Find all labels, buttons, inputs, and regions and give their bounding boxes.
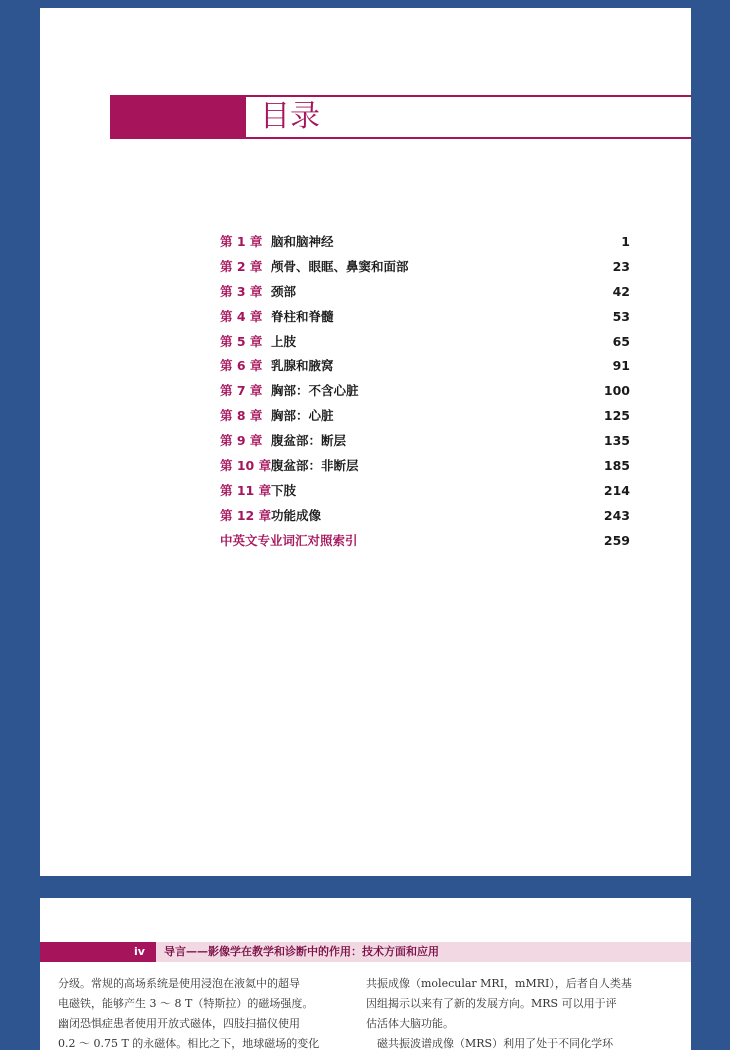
- page-number: 214: [603, 482, 630, 498]
- page-number: 53: [612, 308, 630, 324]
- toc-entry[interactable]: [220, 379, 630, 404]
- chapter-title: 颈部: [271, 283, 297, 299]
- toc-entry[interactable]: [220, 305, 630, 330]
- chapter-title: 腹盆部：断层: [271, 433, 347, 449]
- toc-entry[interactable]: [220, 230, 630, 255]
- chapter-number: 第 3 章: [220, 283, 263, 299]
- toc-entry-index[interactable]: [220, 529, 630, 554]
- chapter-number: 第 2 章: [220, 258, 263, 274]
- title-rule-bottom: [246, 137, 691, 139]
- page-number: 259: [603, 532, 630, 548]
- body-column-right: [366, 974, 632, 1050]
- page-number: 100: [603, 383, 630, 399]
- page-number: 1: [621, 234, 630, 249]
- chapter-number: 第 5 章: [220, 333, 263, 349]
- chapter-number: 第 11 章: [220, 482, 272, 498]
- chapter-title: 腹盆部：非断层: [271, 458, 359, 474]
- text-line: 电磁铁，能够产生 3 ～ 8 T（特斯拉）的磁场强度。: [58, 997, 314, 1010]
- toc-page: [40, 8, 691, 876]
- toc-entry[interactable]: [220, 280, 630, 305]
- running-header-text: 导言——影像学在教学和诊断中的作用：技术方面和应用: [164, 945, 439, 958]
- text-line: 0.2 ～ 0.75 T 的永磁体。相比之下，地球磁场的变化: [58, 1037, 320, 1050]
- toc-entry[interactable]: [220, 479, 630, 504]
- body-column-left: [58, 974, 319, 1050]
- chapter-title: 颅骨、眼眶、鼻窦和面部: [271, 258, 409, 274]
- index-title: 中英文专业词汇对照索引: [220, 532, 358, 548]
- toc-entry[interactable]: [220, 504, 630, 529]
- chapter-number: 第 4 章: [220, 308, 263, 324]
- toc-entry[interactable]: [220, 404, 630, 429]
- toc-entry[interactable]: [220, 454, 630, 479]
- next-page-preview: [40, 898, 691, 1050]
- chapter-number: 第 9 章: [220, 433, 263, 449]
- page-title: 目录: [260, 99, 320, 134]
- page-number: 185: [603, 458, 630, 474]
- chapter-number: 第 8 章: [220, 408, 263, 424]
- chapter-title: 胸部：心脏: [271, 408, 334, 424]
- chapter-title: 功能成像: [271, 507, 322, 523]
- text-line: 因组揭示以来有了新的发展方向。MRS 可以用于评: [366, 997, 617, 1010]
- page-number: 42: [612, 283, 630, 299]
- toc-entry[interactable]: [220, 255, 630, 280]
- page-number: 243: [603, 507, 630, 523]
- chapter-title: 脊柱和脊髓: [271, 308, 334, 324]
- chapter-number: 第 1 章: [220, 234, 263, 249]
- page-number: 135: [603, 433, 630, 449]
- chapter-number: 第 7 章: [220, 383, 263, 399]
- chapter-title: 乳腺和腋窝: [271, 358, 334, 374]
- chapter-number: 第 10 章: [220, 458, 272, 474]
- table-of-contents: [220, 230, 630, 554]
- toc-entry[interactable]: [220, 330, 630, 355]
- page-number: 23: [612, 258, 630, 274]
- text-line: 磁共振波谱成像（MRS）利用了处于不同化学环: [366, 1037, 614, 1050]
- chapter-number: 第 6 章: [220, 358, 263, 374]
- toc-entry[interactable]: [220, 429, 630, 454]
- text-line: 共振成像（molecular MRI，mMRI），后者自人类基: [366, 977, 632, 990]
- text-line: 估活体大脑功能。: [366, 1017, 454, 1030]
- chapter-number: 第 12 章: [220, 507, 272, 523]
- chapter-title: 下肢: [271, 482, 297, 498]
- title-accent-block: [110, 95, 246, 139]
- page-number: iv: [134, 945, 145, 958]
- page-number: 125: [603, 408, 630, 424]
- chapter-title: 胸部：不含心脏: [271, 383, 359, 399]
- text-line: 分级。常规的高场系统是使用浸泡在液氦中的超导: [58, 977, 300, 990]
- page-number: 65: [612, 333, 630, 349]
- page-number: 91: [612, 358, 630, 374]
- chapter-title: 脑和脑神经: [271, 234, 334, 249]
- chapter-title: 上肢: [271, 333, 297, 349]
- text-line: 幽闭恐惧症患者使用开放式磁体，四肢扫描仪使用: [58, 1017, 300, 1030]
- toc-entry[interactable]: [220, 354, 630, 379]
